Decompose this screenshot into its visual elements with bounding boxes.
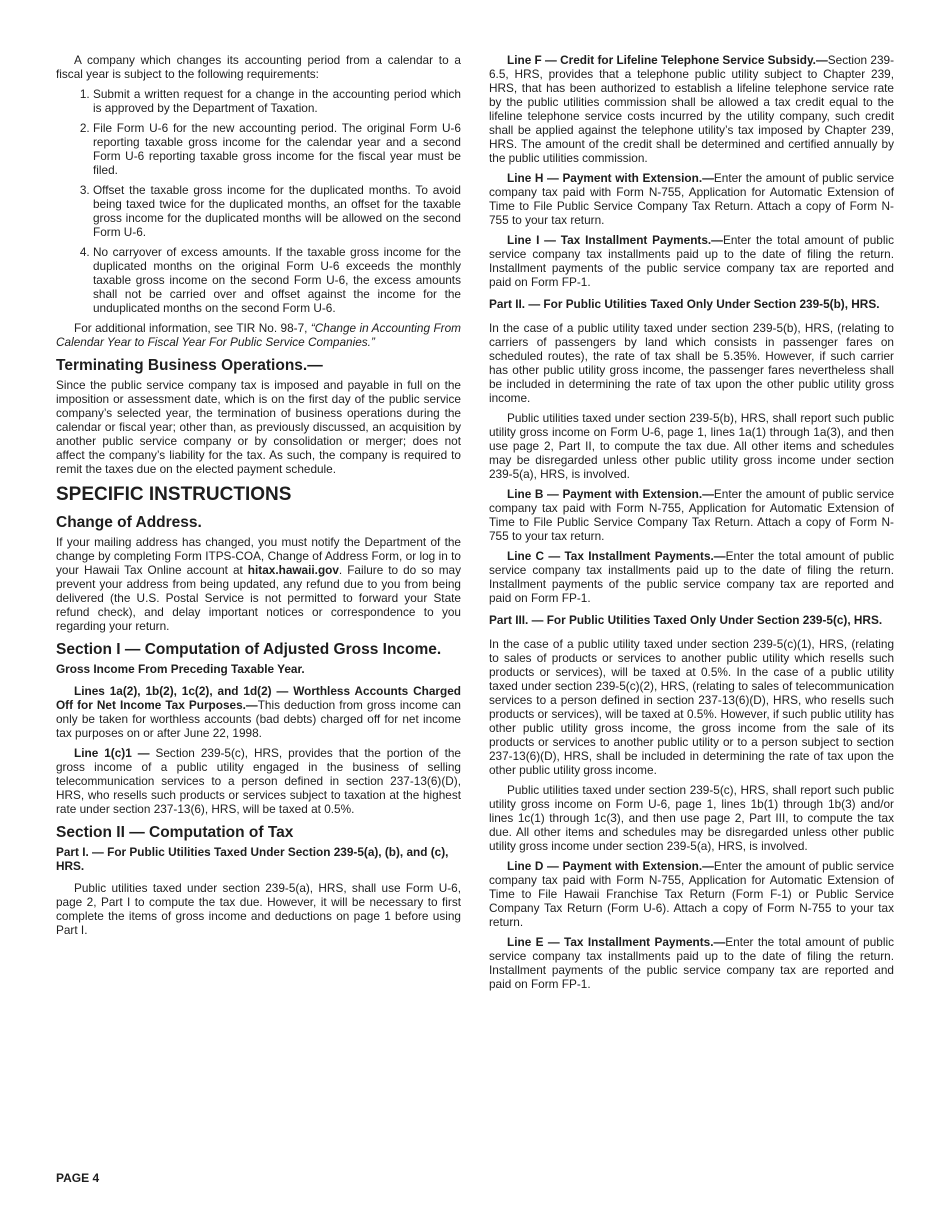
- change-of-address-heading: Change of Address.: [56, 514, 202, 531]
- lineI-text: Enter the total amount of public service company tax installments paid up to the date of filing the return. Installment payments of the public service company tax are reported and paid on Form FP-1.: [489, 233, 895, 289]
- lineE-paragraph: [489, 935, 894, 991]
- worthless-accounts-paragraph: [56, 684, 461, 740]
- part2-paragraph-2: Public utilities taxed under section 239-5(b), HRS, shall report such public utility gross income on Form U-6, page 1, lines 1a(1) through 1a(3), and then use page 2, Part II, to compute the tax due. All other items and schedules may be disregarded unless other public utility gross income under section 239-5(a), HRS, is involved.: [489, 411, 894, 481]
- lineE-label: Line E — Tax Installment Payments.—: [507, 935, 726, 949]
- list-item: 4. No carryover of excess amounts. If the taxable gross income for the duplicated months on the original Form U-6 exceeds the monthly taxable gross income on the second Form U-6, the excess amounts shall not be carried over and offset against the income for the unduplicated months on the second Form U-6.: [93, 245, 461, 315]
- address-text-1: If your mailing address has changed, you must notify the Department of the change by completing Form ITPS-COA, Change of Address Form, or log in to your Hawaii Tax Online account at: [56, 535, 461, 577]
- additional-info-paragraph: [56, 321, 461, 349]
- lineD-text: Enter the amount of public service company tax paid with Form N-755, Application for Automatic Extension of Time to File Hawaii Franchise Tax Return (Form F-1) or Public Service Company Tax Return (Form U-6). Attach a copy of Form N-755 to your tax return.: [489, 859, 894, 929]
- part2-paragraph-1: In the case of a public utility taxed under section 239-5(b), HRS, (relating to carriers of passengers by land which consists in passenger fares on scheduled routes), the rate of tax shall be 5.35%. However, if such carrier has other public utility gross income, the passenger fares nevertheless shall be included in determining the rate of tax upon the other public utility gross income.: [489, 321, 894, 405]
- part3-heading: Part III. — For Public Utilities Taxed Only Under Section 239-5(c), HRS.: [489, 613, 883, 627]
- terminating-heading: Terminating Business Operations.—: [56, 357, 323, 374]
- part2-heading: Part II. — For Public Utilities Taxed Only Under Section 239-5(b), HRS.: [489, 297, 880, 311]
- gross-income-heading: Gross Income From Preceding Taxable Year.: [56, 662, 305, 676]
- lineD-paragraph: [489, 859, 894, 929]
- left-column: [56, 53, 461, 943]
- address-text-2: . Failure to do so may prevent your address from being updated, any refund due to you from being delivered (the U.S. Postal Service is not permitted to forward your State refund check), and delay important notices or correspondence to you regarding your return.: [56, 563, 461, 633]
- section1-heading: Section I — Computation of Adjusted Gross Income.: [56, 641, 442, 658]
- part1-heading: Part I. — For Public Utilities Taxed Under Section 239-5(a), (b), and (c), HRS.: [56, 845, 449, 873]
- lineC-text: Enter the total amount of public service company tax installments paid up to the date of filing the return. Installment payments of the public service company tax are reported and paid on Form FP-1.: [489, 549, 894, 605]
- list-item: 2. File Form U-6 for the new accounting period. The original Form U-6 reporting taxable gross income for the calendar year and a second Form U-6 reporting taxable gross income for the fiscal year must be filed.: [93, 121, 461, 177]
- lineD-label: Line D — Payment with Extension.—: [507, 859, 714, 873]
- lineE-text: Enter the total amount of public service company tax installments paid up to the date of filing the return. Installment payments of the public service company tax are reported and paid on Form FP-1.: [489, 935, 895, 991]
- line1c1-paragraph: [56, 746, 461, 816]
- change-of-address-paragraph: [56, 535, 461, 633]
- lineF-text: Section 239-6.5, HRS, provides that a telephone public utility subject to Chapter 239, HRS, that has been authorized to establish a lifeline telephone service rate by the public utilities commission shall be allowed a tax credit equal to the lifeline telephone service costs incurred by the utility company, such credit shall be applied against the telephone utility’s tax imposed by Chapter 239, HRS. The amount of the credit shall be determined and certified annually by the public utilities commission.: [489, 53, 895, 165]
- part3-paragraph-2: Public utilities taxed under section 239-5(c), HRS, shall report such public utility gross income on Form U-6, page 1, lines 1b(1) through 1b(3) and/or lines 1c(1) through 1c(3), and then use page 2, Part III, to compute the tax due. All other items and schedules may be disregarded unless other public utility gross income under section 239-5(a), HRS, is involved.: [489, 783, 894, 853]
- lineI-paragraph: [489, 233, 894, 289]
- lineH-paragraph: [489, 171, 894, 227]
- worthless-accounts-text: This deduction from gross income can only be taken for worthless accounts (bad debts) charged off for net income tax purposes on or after June 22, 1998.: [56, 698, 461, 740]
- lineF-label: Line F — Credit for Lifeline Telephone Service Subsidy.—: [507, 53, 828, 67]
- list-item: 3. Offset the taxable gross income for the duplicated months. To avoid being taxed twice for the duplicated months, an offset for the taxable gross income for the duplicated months will be allowed on the second Form U-6.: [93, 183, 461, 239]
- lineB-paragraph: [489, 487, 894, 543]
- lineI-label: Line I — Tax Installment Payments.—: [507, 233, 723, 247]
- hitax-link[interactable]: hitax.hawaii.gov: [247, 563, 339, 577]
- lineH-text: Enter the amount of public service company tax paid with Form N-755, Application for Automatic Extension of Time to File Public Service Company Tax Return. Attach a copy of Form N-755 to your tax return.: [489, 171, 894, 227]
- part3-paragraph-1: In the case of a public utility taxed under section 239-5(c)(1), HRS, (relating to sales of products or services to another public utility which resells such products or services), will be taxed at 0.5%. In the case of a public utility taxed under section 239-5(c)(2), HRS, (relating to sales of telecommunication services to a person defined in section 237-13(6)(D), HRS, who resells such products or services), will be taxed at 0.5%. However, if such public utility has other public utility gross income, the gross income from the sale of its products or services to another public utility or to a person subject to section 237-13(6)(D), HRS, shall be included in determining the rate of tax upon the other public utility gross income.: [489, 637, 894, 777]
- line1c1-label: Line 1(c)1 —: [74, 746, 150, 760]
- lineH-label: Line H — Payment with Extension.—: [507, 171, 714, 185]
- terminating-paragraph: Since the public service company tax is imposed and payable in full on the imposition or assessment date, which is on the first day of the public service company’s selected year, the termination of business operations during the calendar or fiscal year; other than, as previously discussed, an acquisition by another public service company or by consolidation or merger; does not affect the company’s liability for the tax. As such, the company is required to remit the taxes due on the elected payment schedule.: [56, 378, 461, 476]
- lineB-label: Line B — Payment with Extension.—: [507, 487, 714, 501]
- specific-instructions-heading: SPECIFIC INSTRUCTIONS: [56, 484, 292, 505]
- worthless-accounts-label: Lines 1a(2), 1b(2), 1c(2), and 1d(2) — Worthless Accounts Charged Off for Net Income Tax Purposes.—: [56, 684, 461, 712]
- line1c1-text: Section 239-5(c), HRS, provides that the portion of the gross income of a public utility engaged in the business of selling telecommunication services to a person defined in section 237-13(6)(D), HRS, who resells such products or services subject to taxation at the highest rate under section 237-13(6), HRS, will be taxed at 0.5%.: [56, 746, 461, 816]
- additional-info-prefix: For additional information, see TIR No. 98-7,: [74, 321, 311, 335]
- right-column: [489, 53, 894, 997]
- lineC-label: Line C — Tax Installment Payments.—: [507, 549, 726, 563]
- intro-paragraph: A company which changes its accounting period from a calendar to a fiscal year is subject to the following requirements:: [56, 53, 461, 81]
- page-number: PAGE 4: [56, 1171, 100, 1185]
- requirements-list: [56, 87, 461, 315]
- tir-title: “Change in Accounting From Calendar Year to Fiscal Year For Public Service Companies.”: [56, 321, 461, 349]
- part1-paragraph: Public utilities taxed under section 239-5(a), HRS, shall use Form U-6, page 2, Part I to compute the tax due. However, it will be necessary to first complete the items of gross income and deductions on page 1 before using Part I.: [56, 881, 461, 937]
- lineB-text: Enter the amount of public service company tax paid with Form N-755, Application for Automatic Extension of Time to File Public Service Company Tax Return. Attach a copy of Form N-755 to your tax return.: [489, 487, 894, 543]
- section2-heading: Section II — Computation of Tax: [56, 824, 294, 841]
- lineC-paragraph: [489, 549, 894, 605]
- list-item: 1. Submit a written request for a change in the accounting period which is approved by the Department of Taxation.: [93, 87, 461, 115]
- lineF-paragraph: [489, 53, 894, 165]
